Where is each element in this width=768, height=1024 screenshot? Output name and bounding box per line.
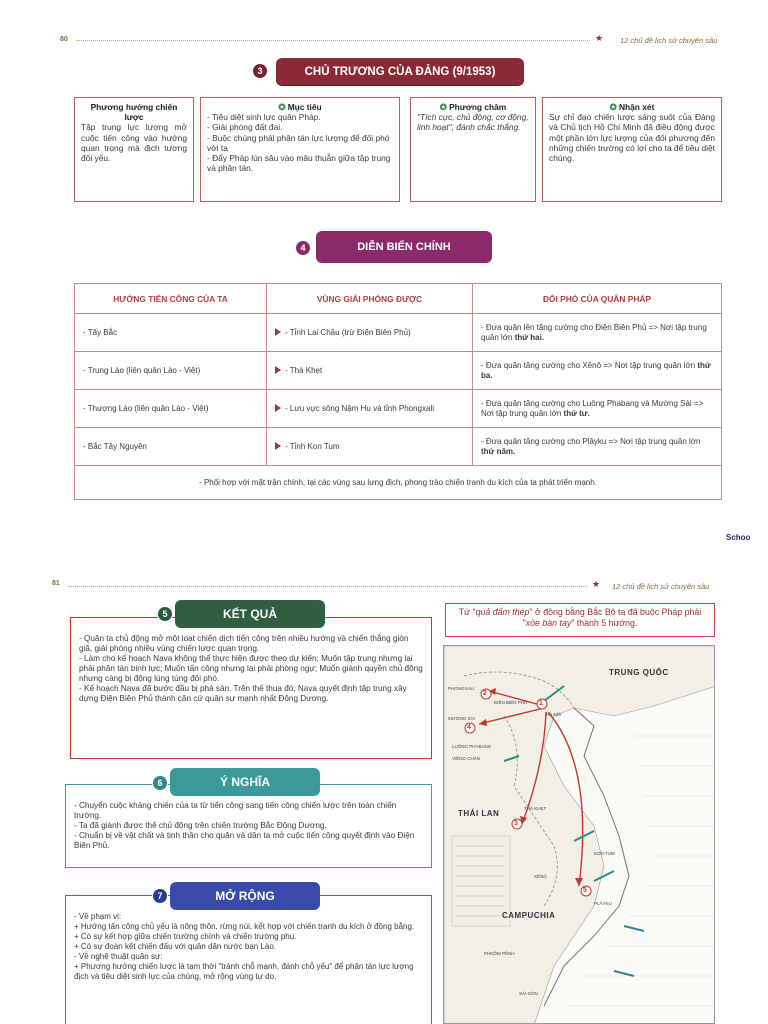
- french-arrow: [624, 926, 644, 931]
- marker-label: 3: [514, 820, 518, 827]
- header-rule: [68, 586, 588, 587]
- marker-label: 1: [539, 700, 543, 707]
- place-label: KON TUM: [594, 851, 615, 856]
- side-mark: Schoo: [726, 533, 751, 542]
- dien-bien-table: [74, 283, 722, 500]
- cell-vung: - Tỉnh Kon Tum: [267, 428, 473, 466]
- place-label: THÀ KHẸT: [524, 806, 547, 811]
- cell-huong: - Bắc Tây Nguyên: [75, 428, 267, 466]
- cell-huong: - Tây Bắc: [75, 314, 267, 352]
- place-label: PLÂYKU: [594, 901, 612, 906]
- star-icon: ★: [592, 579, 601, 589]
- cell-doipho: - Đưa quân tăng cường cho Luông Phabang và Mường Sài => Nơi tập trung quân lớn thứ tư.: [473, 390, 722, 428]
- section-5-title: KẾT QUẢ: [175, 600, 325, 628]
- table-row: [75, 352, 722, 390]
- table-row: [75, 390, 722, 428]
- section-7-number: 7: [152, 888, 168, 904]
- box-text: Sự chỉ đạo chiến lược sáng suốt của Đảng và Chủ tịch Hồ Chí Minh đã điều động được một phần lớn lực lượng của đối phương đến những chiến trường có lợi cho ta để tiêu diệt chúng.: [549, 112, 715, 164]
- bullet-icon: ✪: [609, 102, 619, 112]
- cell-doipho: - Đưa quân tăng cường cho Xênô => Nơi tập trung quân lớn thứ ba.: [473, 352, 722, 390]
- page-number: 80: [60, 36, 68, 43]
- col-header: ĐỐI PHÓ CỦA QUÂN PHÁP: [473, 284, 722, 314]
- french-arrow: [614, 971, 634, 976]
- box-title: ✪ Mục tiêu: [278, 102, 322, 112]
- box-phuong-cham: [410, 97, 536, 202]
- yn-box: [65, 784, 432, 868]
- box-text: Tập trung lực lượng mở cuộc tiến công vào hướng quan trọng mà địch tương đối yếu.: [81, 122, 187, 164]
- arrow-icon: [275, 442, 281, 450]
- section-5-number: 5: [157, 606, 173, 622]
- box-nhan-xet: [542, 97, 722, 202]
- cell-huong: - Trung Lào (liên quân Lào - Việt): [75, 352, 267, 390]
- page-number: 81: [52, 580, 60, 587]
- section-3-number: 3: [252, 63, 268, 79]
- col-header: HƯỚNG TIẾN CÔNG CỦA TA: [75, 284, 267, 314]
- map-label-china: TRUNG QUỐC: [609, 668, 669, 677]
- cell-doipho: - Đưa quân tăng cường cho Plâyku => Nơi tập trung quân lớn thứ năm.: [473, 428, 722, 466]
- campaign-map: [443, 645, 715, 1024]
- box-text: "Tích cực, chủ động, cơ động, linh hoạt", đánh chắc thắng.: [417, 112, 529, 133]
- section-7-text: - Về phạm vi: + Hướng tấn công chủ yếu là nông thôn, rừng núi, kết hợp với chiến tranh du kích ở đồng bằng. + Có sự kết hợp giữa chiến trường chính và chiến trường phụ. + Có sự đoàn kết chiến đấu với quân dân nước bạn Lào. - Về nghệ thuật quân sự: + Phương hướng chiến lược là tạm thời "tránh chỗ mạnh, đánh chỗ yếu" để phân tán lực lượng địch và tiêu diệt sinh lực của chúng, mở rộng vùng tự do.: [74, 912, 415, 981]
- mr-box: [65, 895, 432, 1024]
- table-header-row: [75, 284, 722, 314]
- cell-vung: - Tỉnh Lai Châu (trừ Điện Biên Phủ): [267, 314, 473, 352]
- col-header: VÙNG GIẢI PHÓNG ĐƯỢC: [267, 284, 473, 314]
- section-6-text: - Chuyển cuộc kháng chiến của ta từ tiến công sang tiến công chiến lược trên toàn chiến trường. - Ta đã giành được thế chủ động trên chiến trường Bắc Đông Dương. - Chuẩn bị về vật chất và tinh thần cho quân và dân ta mở cuộc tiến công quyết định vào Điện Biên Phủ.: [74, 801, 415, 850]
- box-title: Phương hướng chiến lược: [90, 102, 178, 123]
- place-label: VIÊNG CHĂN: [452, 756, 481, 761]
- place-label: PHONGXALI: [448, 686, 475, 691]
- bullet-icon: ✪: [278, 102, 288, 112]
- header-rule: [76, 40, 590, 41]
- place-label: PHNÔM PÊNH: [484, 951, 515, 956]
- cell-huong: - Thượng Lào (liên quân Lào - Việt): [75, 390, 267, 428]
- arrow-icon: [275, 328, 281, 336]
- section-6-title: Ý NGHĨA: [170, 768, 320, 796]
- place-label: HÀ NỘI: [546, 712, 562, 717]
- land-indochina: [444, 646, 715, 1024]
- box-title: ✪ Nhận xét: [609, 102, 655, 112]
- kq-box: [70, 617, 432, 759]
- cell-vung: - Thà Khẹt: [267, 352, 473, 390]
- table-footer: - Phối hợp với mặt trận chính, tại các vùng sau lưng địch, phong trào chiến tranh du kích của ta phát triển mạnh.: [75, 466, 722, 500]
- place-label: SÀI GÒN: [519, 991, 538, 996]
- section-4-title: DIỄN BIẾN CHÍNH: [316, 231, 492, 263]
- map-drawing: [444, 646, 715, 1024]
- section-3-title: CHỦ TRƯƠNG CỦA ĐẢNG (9/1953): [276, 58, 524, 85]
- place-label: ĐIỆN BIÊN PHỦ: [494, 700, 528, 705]
- cell-vung: - Lưu vực sông Nậm Hu và tỉnh Phongxali: [267, 390, 473, 428]
- map-caption: Từ "quả đấm thép" ở đồng bằng Bắc Bộ ta đã buộc Pháp phải "xòe bàn tay" thành 5 hướng.: [445, 603, 715, 637]
- bullet-icon: ✪: [439, 102, 450, 112]
- running-title: 12 chủ đề lịch sử chuyên sâu: [612, 582, 710, 591]
- table-row: [75, 428, 722, 466]
- map-label-thailand: THÁI LAN: [458, 809, 500, 818]
- cell-doipho: - Đưa quân lên tăng cường cho Điện Biên Phủ => Nơi tập trung quân lớn thứ hai.: [473, 314, 722, 352]
- marker-label: 5: [583, 887, 587, 894]
- arrow-icon: [275, 366, 281, 374]
- box-text: - Tiêu diệt sinh lực quân Pháp. - Giải phóng đất đai. - Buộc chúng phải phân tán lực lượng để đối phó với ta - Đẩy Pháp lún sâu vào mâu thuẫn giữa tập trung và phân tán.: [207, 112, 391, 174]
- marker-label: 2: [483, 690, 487, 697]
- arrow-icon: [275, 404, 281, 412]
- box-title: ✪ Phương châm: [439, 102, 507, 112]
- place-label: LUÔNG PHABANG: [452, 744, 492, 749]
- section-7-title: MỞ RỘNG: [170, 882, 320, 910]
- table-row: [75, 314, 722, 352]
- place-label: MƯỜNG SÀI: [448, 716, 475, 721]
- place-label: XÊNÔ: [534, 874, 547, 879]
- running-title: 12 chủ đề lịch sử chuyên sâu: [620, 36, 718, 45]
- box-phuong-huong: [74, 97, 194, 202]
- map-label-cambodia: CAMPUCHIA: [502, 911, 556, 920]
- section-5-text: - Quân ta chủ động mở một loạt chiến dịch tiến công trên nhiều hướng và chiến thắng giòn giã, giải phóng nhiều vùng chiến lược quan trọng. - Làm cho kế hoạch Nava không thể thực hiện được theo dự kiến: Muốn tập trung nhưng lại phải phân tán binh lực; Muốn tấn công nhưng lại phải phòng ngự; Muốn giành quyền chủ động nhưng càng bị động lúng túng đối phó. - Kế hoạch Nava đã bước đầu bị phá sản. Trên thế thua đó, Nava quyết định tập trung xây dựng Điện Biên Phủ thành căn cứ quân sự mạnh nhất Đông Dương.: [79, 634, 423, 703]
- box-muc-tieu: [200, 97, 400, 202]
- marker-label: 4: [467, 724, 471, 731]
- star-icon: ★: [595, 33, 604, 43]
- table-footer-row: [75, 466, 722, 500]
- section-4-number: 4: [295, 240, 311, 256]
- section-6-number: 6: [152, 775, 168, 791]
